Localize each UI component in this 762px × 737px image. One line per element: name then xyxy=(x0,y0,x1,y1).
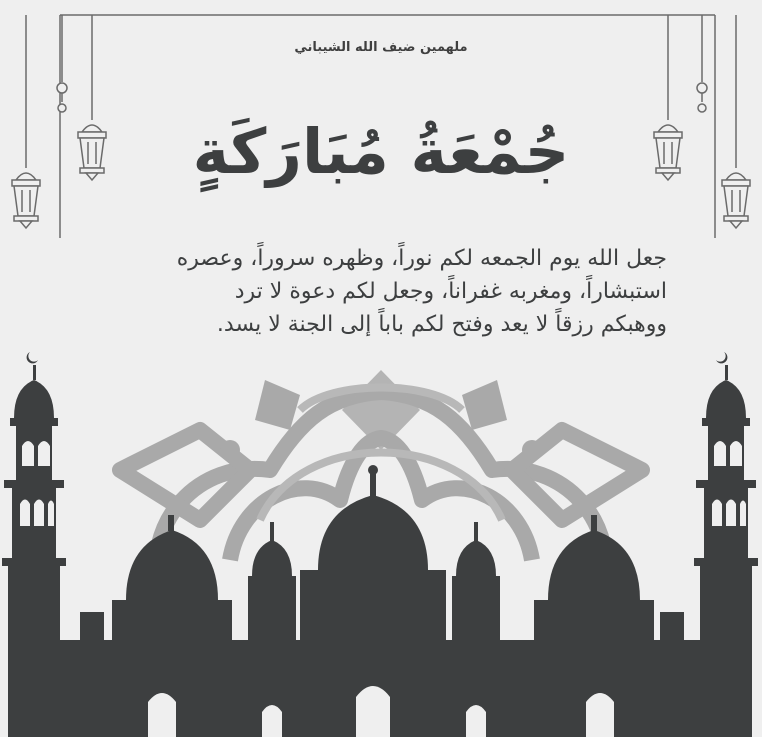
blessing-line: ووهبكم رزقاً لا يعد وفتح لكم باباً إلى الجنة لا يسد. xyxy=(216,312,667,337)
author-credit: ملهمين ضيف الله الشيباني xyxy=(294,40,468,55)
crescent-icon xyxy=(27,352,38,363)
blessing-line: استبشاراً، ومغربه غفراناً، وجعل لكم دعوة لا ترد xyxy=(234,279,667,304)
right-minaret xyxy=(694,352,758,737)
crescent-icon xyxy=(716,352,727,363)
blessing-line: جعل الله يوم الجمعه لكم نوراً، وظهره سروراً، وعصره xyxy=(176,246,667,271)
left-minaret xyxy=(2,352,66,737)
blessing-text xyxy=(95,242,667,341)
page-title: جُمْعَةُ مُبَارَكَةٍ xyxy=(192,115,570,188)
